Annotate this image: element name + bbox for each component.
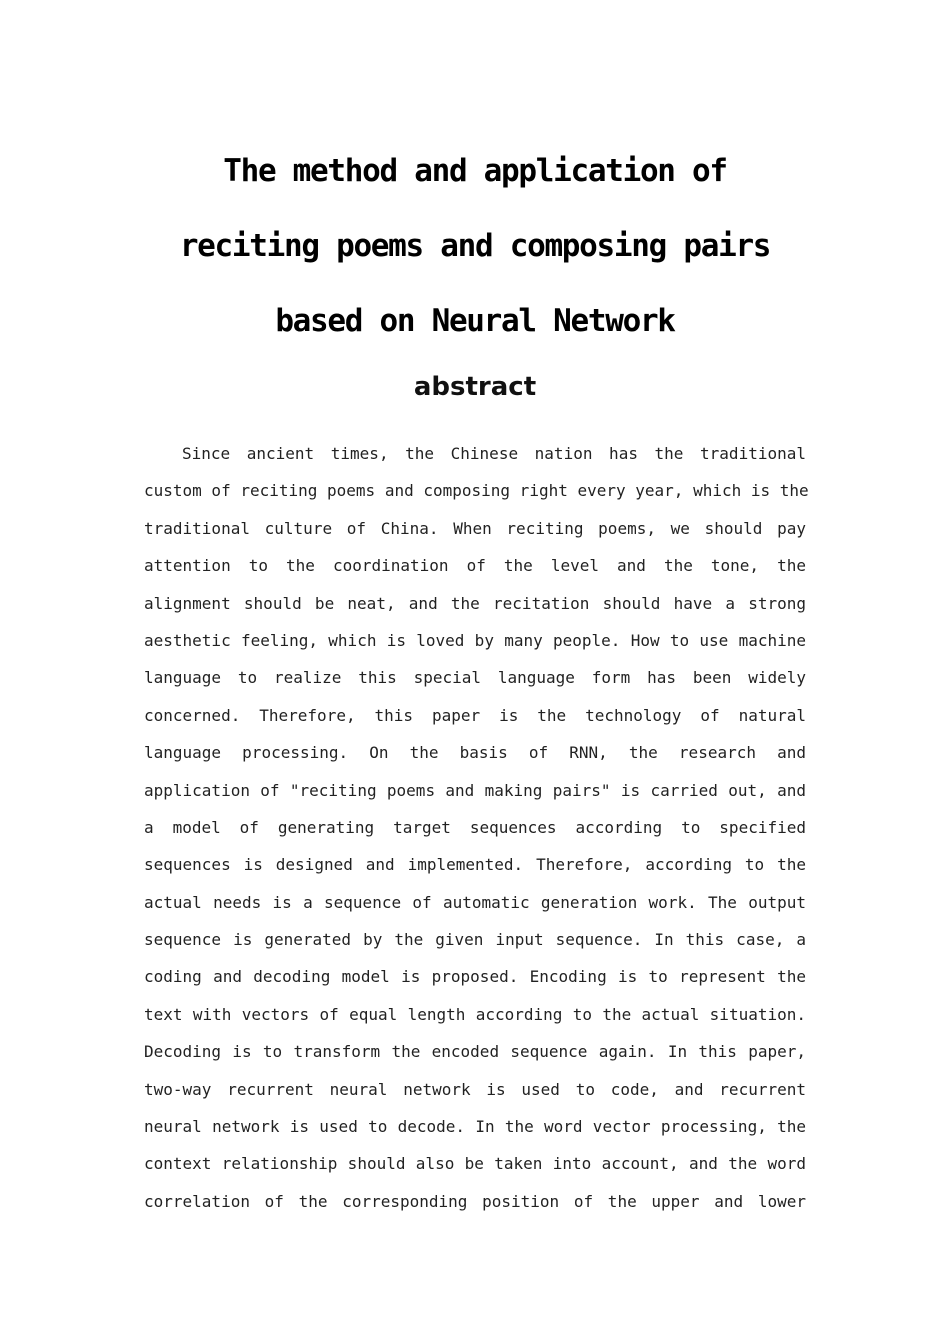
abstract-line: correlation of the corresponding position of the upper and lower [144, 1191, 806, 1211]
abstract-line: coding and decoding model is proposed. Encoding is to represent the [144, 967, 806, 987]
abstract-line: neural network is used to decode. In the word vector processing, the [144, 1117, 806, 1137]
abstract-line: concerned. Therefore, this paper is the technology of natural [144, 705, 806, 725]
abstract-line: language processing. On the basis of RNN, the research and [144, 743, 806, 763]
abstract-line: language to realize this special language form has been widely [144, 668, 806, 688]
abstract-line: actual needs is a sequence of automatic generation work. The output [144, 892, 806, 912]
title-line-2: reciting poems and composing pairs [179, 227, 771, 264]
abstract-line: application of "reciting poems and making pairs" is carried out, and [144, 780, 806, 800]
abstract-line: a model of generating target sequences according to specified [144, 817, 806, 837]
paper-title [0, 134, 950, 359]
abstract-body [144, 435, 809, 1220]
abstract-heading: abstract [413, 371, 537, 402]
abstract-line: alignment should be neat, and the recitation should have a strong [144, 593, 806, 613]
abstract-line: attention to the coordination of the level and the tone, the [144, 556, 806, 576]
abstract-line: custom of reciting poems and composing right every year, which is the [144, 481, 809, 501]
abstract-line: aesthetic feeling, which is loved by many people. How to use machine [144, 630, 806, 650]
abstract-line: Decoding is to transform the encoded sequence again. In this paper, [144, 1042, 806, 1062]
abstract-line: sequences is designed and implemented. Therefore, according to the [144, 855, 806, 875]
abstract-line: sequence is generated by the given input sequence. In this case, a [144, 930, 806, 950]
title-line-1: The method and application of [223, 152, 727, 189]
abstract-line: text with vectors of equal length according to the actual situation. [144, 1004, 806, 1024]
abstract-line: two-way recurrent neural network is used to code, and recurrent [144, 1079, 806, 1099]
abstract-line: traditional culture of China. When reciting poems, we should pay [144, 518, 806, 538]
abstract-line: context relationship should also be taken into account, and the word [144, 1154, 806, 1174]
abstract-line: Since ancient times, the Chinese nation has the traditional [182, 444, 806, 463]
title-line-3: based on Neural Network [275, 302, 675, 339]
